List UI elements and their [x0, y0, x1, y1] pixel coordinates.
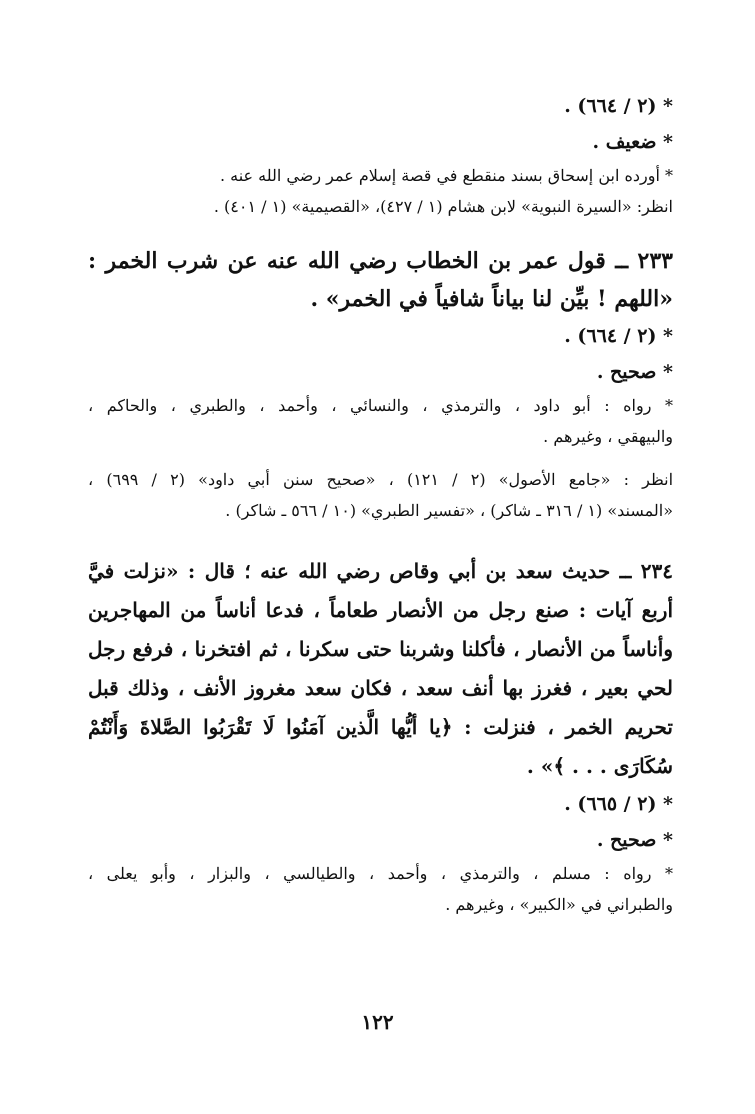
references-line-continued: «المسند» (١ / ٣١٦ ـ شاكر) ، «تفسير الطبري» (١٠ / ٥٦٦ ـ شاكر) .: [225, 501, 673, 520]
entry-heading-continued: «اللهم ! بيِّن لنا بياناً شافياً في الخمر» .: [310, 286, 673, 312]
entry-heading: ٢٣٣ ــ قول عمر بن الخطاب رضي الله عنه عن شرب الخمر :: [88, 248, 673, 274]
source-note: * أورده ابن إسحاق بسند منقطع في قصة إسلام عمر رضي الله عنه .: [219, 166, 673, 185]
narrators-line-continued: والطبراني في «الكبير» ، وغيرهم .: [445, 895, 673, 914]
entry-text-line: سُكَارَى . . . ﴾» .: [526, 754, 673, 778]
volume-page-reference: * (٢ / ٦٦٥) .: [564, 793, 673, 815]
narrators-line-continued: والبيهقي ، وغيرهم .: [543, 427, 673, 446]
narrators-line: * رواه : مسلم ، والترمذي ، وأحمد ، والطيالسي ، والبزار ، وأبو يعلى ،: [88, 864, 673, 883]
entry-text-line: وأناساً من الأنصار ، فأكلنا وشربنا حتى سكرنا ، ثم افتخرنا ، فرفع رجل: [88, 637, 673, 661]
previous-entry: [88, 88, 673, 222]
volume-page-reference: * (٢ / ٦٦٤) .: [564, 95, 673, 117]
entry-234: [88, 552, 673, 920]
entry-233: [88, 242, 673, 526]
entry-text-line: ٢٣٤ ــ حديث سعد بن أبي وقاص رضي الله عنه ؛ قال : «نزلت فيَّ: [88, 559, 673, 583]
entry-text-line: أربع آيات : صنع رجل من الأنصار طعاماً ، فدعا أناساً من المهاجرين: [88, 598, 673, 622]
references-line: انظر: «السيرة النبوية» لابن هشام (١ / ٤٢٧)، «القصيمية» (١ / ٤٠١) .: [213, 197, 673, 216]
volume-page-reference: * (٢ / ٦٦٤) .: [564, 325, 673, 347]
hadith-grade: * ضعيف .: [592, 131, 673, 153]
hadith-grade: * صحيح .: [596, 829, 673, 851]
entry-text-line: تحريم الخمر ، فنزلت : ﴿يا أيُّها الَّذين آمَنُوا لَا تَقْرَبُوا الصَّلاةَ وَأَنْتُمْ: [88, 715, 673, 739]
narrators-line: * رواه : أبو داود ، والترمذي ، والنسائي ، وأحمد ، والطبري ، والحاكم ،: [88, 396, 673, 415]
references-line: انظر : «جامع الأصول» (٢ / ١٢١) ، «صحيح سنن أبي داود» (٢ / ٦٩٩) ،: [88, 470, 673, 489]
page-number: ١٢٢: [361, 1010, 394, 1034]
entry-text-line: لحي بعير ، فغرز بها أنف سعد ، فكان سعد مغروز الأنف ، وذلك قبل: [88, 676, 673, 700]
hadith-grade: * صحيح .: [596, 361, 673, 383]
